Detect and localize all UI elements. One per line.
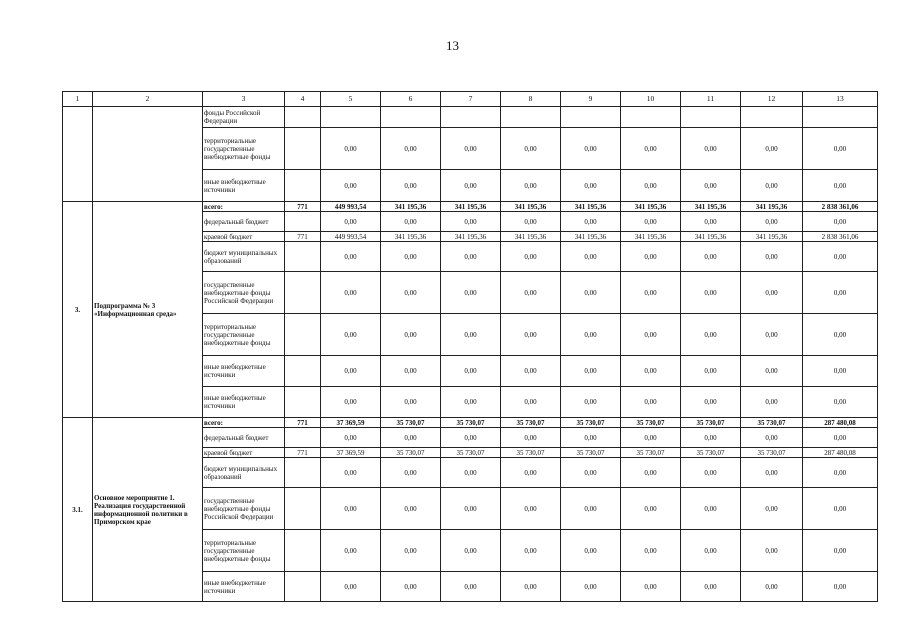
value-cell: 0,00 [381, 356, 441, 387]
value-cell: 341 195,36 [621, 232, 681, 242]
value-cell: 0,00 [501, 458, 561, 488]
value-cell: 0,00 [321, 572, 381, 602]
value-cell: 35 730,07 [441, 418, 501, 428]
table-row-total [63, 202, 878, 212]
value-cell: 35 730,07 [561, 448, 621, 458]
column-number-header: 7 [441, 92, 501, 107]
column-number-header: 4 [285, 92, 321, 107]
value-cell: 0,00 [803, 428, 878, 448]
value-cell: 0,00 [741, 272, 803, 314]
value-cell: 341 195,36 [441, 202, 501, 212]
value-cell [321, 107, 381, 128]
value-cell [381, 107, 441, 128]
value-cell: 0,00 [561, 242, 621, 272]
value-cell: 341 195,36 [501, 232, 561, 242]
value-cell: 0,00 [381, 272, 441, 314]
value-cell: 0,00 [681, 170, 741, 202]
column-number-header: 5 [321, 92, 381, 107]
value-cell: 0,00 [741, 356, 803, 387]
value-cell: 0,00 [321, 530, 381, 572]
value-cell: 0,00 [803, 314, 878, 356]
value-cell: 0,00 [561, 212, 621, 232]
code-cell [285, 572, 321, 602]
value-cell: 341 195,36 [381, 232, 441, 242]
value-cell: 0,00 [321, 272, 381, 314]
value-cell: 0,00 [501, 387, 561, 418]
funding-source-cell: краевой бюджет [203, 448, 285, 458]
value-cell: 0,00 [321, 356, 381, 387]
value-cell: 0,00 [681, 458, 741, 488]
value-cell: 0,00 [621, 242, 681, 272]
value-cell: 341 195,36 [501, 202, 561, 212]
value-cell: 0,00 [803, 387, 878, 418]
value-cell: 0,00 [501, 314, 561, 356]
value-cell: 0,00 [321, 428, 381, 448]
value-cell: 341 195,36 [621, 202, 681, 212]
value-cell [741, 107, 803, 128]
table-body [63, 107, 878, 602]
funding-source-cell: иные внебюджетные источники [203, 356, 285, 387]
value-cell: 0,00 [621, 458, 681, 488]
column-number-header: 10 [621, 92, 681, 107]
value-cell: 35 730,07 [621, 418, 681, 428]
value-cell: 0,00 [741, 428, 803, 448]
code-cell [285, 212, 321, 232]
code-cell [285, 458, 321, 488]
row-number-cell: 3.1. [63, 418, 93, 602]
value-cell: 0,00 [561, 572, 621, 602]
value-cell: 2 838 361,06 [803, 232, 878, 242]
value-cell: 2 838 361,06 [803, 202, 878, 212]
value-cell: 0,00 [741, 458, 803, 488]
value-cell: 0,00 [621, 356, 681, 387]
value-cell: 0,00 [381, 530, 441, 572]
value-cell: 0,00 [441, 128, 501, 170]
funding-source-cell: бюджет муниципальных образований [203, 458, 285, 488]
code-cell [285, 272, 321, 314]
value-cell: 35 730,07 [561, 418, 621, 428]
funding-source-cell: федеральный бюджет [203, 428, 285, 448]
code-cell [285, 314, 321, 356]
value-cell: 0,00 [803, 128, 878, 170]
value-cell [681, 107, 741, 128]
value-cell: 0,00 [803, 242, 878, 272]
value-cell: 0,00 [501, 170, 561, 202]
value-cell: 0,00 [741, 314, 803, 356]
code-cell: 771 [285, 202, 321, 212]
value-cell: 37 369,59 [321, 448, 381, 458]
column-number-header: 6 [381, 92, 441, 107]
value-cell: 0,00 [381, 212, 441, 232]
value-cell: 0,00 [741, 170, 803, 202]
value-cell: 0,00 [501, 428, 561, 448]
value-cell: 0,00 [501, 488, 561, 530]
value-cell [441, 107, 501, 128]
value-cell: 0,00 [441, 212, 501, 232]
value-cell: 0,00 [681, 314, 741, 356]
table-row-total [63, 418, 878, 428]
funding-source-cell: иные внебюджетные источники [203, 170, 285, 202]
value-cell: 0,00 [381, 314, 441, 356]
value-cell: 0,00 [803, 572, 878, 602]
value-cell: 35 730,07 [741, 448, 803, 458]
value-cell: 0,00 [621, 428, 681, 448]
value-cell: 0,00 [561, 530, 621, 572]
value-cell: 341 195,36 [741, 202, 803, 212]
value-cell: 0,00 [501, 530, 561, 572]
value-cell: 35 730,07 [501, 448, 561, 458]
funding-source-cell: государственные внебюджетные фонды Российской Федерации [203, 488, 285, 530]
value-cell: 0,00 [741, 212, 803, 232]
value-cell: 0,00 [681, 488, 741, 530]
value-cell: 0,00 [681, 356, 741, 387]
value-cell: 0,00 [741, 488, 803, 530]
value-cell: 0,00 [321, 314, 381, 356]
value-cell: 0,00 [501, 212, 561, 232]
value-cell: 0,00 [321, 242, 381, 272]
value-cell: 0,00 [681, 387, 741, 418]
value-cell: 341 195,36 [381, 202, 441, 212]
value-cell: 0,00 [621, 572, 681, 602]
value-cell: 0,00 [441, 488, 501, 530]
funding-source-cell: всего: [203, 202, 285, 212]
value-cell: 0,00 [681, 212, 741, 232]
value-cell [803, 107, 878, 128]
value-cell: 0,00 [321, 170, 381, 202]
value-cell: 449 993,54 [321, 232, 381, 242]
value-cell: 0,00 [381, 242, 441, 272]
value-cell: 0,00 [441, 458, 501, 488]
value-cell: 0,00 [561, 458, 621, 488]
value-cell [561, 107, 621, 128]
value-cell: 0,00 [803, 272, 878, 314]
value-cell: 341 195,36 [561, 232, 621, 242]
column-numbers-row [63, 92, 878, 107]
value-cell: 0,00 [803, 212, 878, 232]
code-cell [285, 428, 321, 448]
column-number-header: 2 [93, 92, 203, 107]
value-cell: 0,00 [381, 170, 441, 202]
value-cell: 0,00 [561, 488, 621, 530]
code-cell [285, 356, 321, 387]
value-cell: 0,00 [681, 272, 741, 314]
value-cell: 0,00 [561, 128, 621, 170]
table-row [63, 107, 878, 128]
value-cell: 0,00 [621, 387, 681, 418]
value-cell: 0,00 [681, 530, 741, 572]
value-cell: 0,00 [621, 170, 681, 202]
column-number-header: 3 [203, 92, 285, 107]
value-cell: 0,00 [381, 128, 441, 170]
value-cell: 0,00 [741, 530, 803, 572]
funding-source-cell: территориальные государственные внебюджетные фонды [203, 530, 285, 572]
value-cell: 0,00 [321, 458, 381, 488]
funding-source-cell: территориальные государственные внебюджетные фонды [203, 128, 285, 170]
value-cell: 341 195,36 [561, 202, 621, 212]
value-cell: 0,00 [441, 272, 501, 314]
value-cell: 35 730,07 [681, 448, 741, 458]
value-cell: 0,00 [441, 356, 501, 387]
value-cell: 35 730,07 [741, 418, 803, 428]
value-cell: 341 195,36 [681, 202, 741, 212]
value-cell: 0,00 [621, 314, 681, 356]
value-cell: 35 730,07 [621, 448, 681, 458]
value-cell: 0,00 [621, 212, 681, 232]
value-cell: 0,00 [561, 272, 621, 314]
value-cell: 0,00 [441, 572, 501, 602]
value-cell: 0,00 [321, 212, 381, 232]
value-cell: 0,00 [621, 488, 681, 530]
value-cell: 0,00 [381, 458, 441, 488]
value-cell: 0,00 [441, 170, 501, 202]
funding-source-cell: территориальные государственные внебюджетные фонды [203, 314, 285, 356]
row-number-cell: 3. [63, 202, 93, 418]
value-cell [621, 107, 681, 128]
program-name-cell [93, 107, 203, 202]
code-cell: 771 [285, 448, 321, 458]
value-cell: 0,00 [681, 572, 741, 602]
code-cell [285, 128, 321, 170]
value-cell: 0,00 [441, 242, 501, 272]
value-cell: 35 730,07 [381, 418, 441, 428]
column-number-header: 1 [63, 92, 93, 107]
column-number-header: 11 [681, 92, 741, 107]
value-cell: 0,00 [741, 387, 803, 418]
value-cell: 0,00 [741, 128, 803, 170]
column-number-header: 9 [561, 92, 621, 107]
page-number: 13 [446, 38, 459, 53]
row-number-cell [63, 107, 93, 202]
program-name-cell: Основное мероприятие 1. Реализация государственной информационной политики в Приморском крае [93, 418, 203, 602]
value-cell: 0,00 [561, 314, 621, 356]
value-cell: 0,00 [381, 488, 441, 530]
value-cell: 0,00 [561, 387, 621, 418]
value-cell: 35 730,07 [681, 418, 741, 428]
code-cell [285, 488, 321, 530]
value-cell: 0,00 [321, 387, 381, 418]
funding-source-cell: бюджет муниципальных образований [203, 242, 285, 272]
value-cell: 0,00 [803, 458, 878, 488]
value-cell: 0,00 [561, 428, 621, 448]
value-cell: 0,00 [501, 356, 561, 387]
value-cell [501, 107, 561, 128]
value-cell: 35 730,07 [501, 418, 561, 428]
funding-source-cell: фонды Российской Федерации [203, 107, 285, 128]
funding-source-cell: краевой бюджет [203, 232, 285, 242]
code-cell [285, 107, 321, 128]
value-cell: 341 195,36 [441, 232, 501, 242]
value-cell: 0,00 [621, 128, 681, 170]
value-cell: 0,00 [501, 272, 561, 314]
funding-source-cell: всего: [203, 418, 285, 428]
funding-source-cell: федеральный бюджет [203, 212, 285, 232]
value-cell: 0,00 [561, 356, 621, 387]
program-name-cell: Подпрограмма № 3 «Информационная среда» [93, 202, 203, 418]
value-cell: 0,00 [441, 428, 501, 448]
column-number-header: 13 [803, 92, 878, 107]
code-cell: 771 [285, 418, 321, 428]
value-cell: 35 730,07 [441, 448, 501, 458]
value-cell: 287 480,08 [803, 418, 878, 428]
value-cell: 0,00 [381, 428, 441, 448]
value-cell: 0,00 [441, 387, 501, 418]
value-cell: 0,00 [741, 572, 803, 602]
value-cell: 0,00 [441, 314, 501, 356]
value-cell: 0,00 [501, 128, 561, 170]
value-cell: 0,00 [803, 356, 878, 387]
value-cell: 0,00 [621, 272, 681, 314]
column-number-header: 8 [501, 92, 561, 107]
code-cell: 771 [285, 232, 321, 242]
value-cell: 0,00 [621, 530, 681, 572]
value-cell: 341 195,36 [741, 232, 803, 242]
code-cell [285, 530, 321, 572]
value-cell: 0,00 [441, 530, 501, 572]
code-cell [285, 387, 321, 418]
value-cell: 341 195,36 [681, 232, 741, 242]
value-cell: 37 369,59 [321, 418, 381, 428]
funding-source-cell: иные внебюджетные источники [203, 387, 285, 418]
value-cell: 0,00 [381, 572, 441, 602]
value-cell: 449 993,54 [321, 202, 381, 212]
value-cell: 0,00 [561, 170, 621, 202]
code-cell [285, 170, 321, 202]
value-cell: 0,00 [803, 488, 878, 530]
value-cell: 0,00 [681, 242, 741, 272]
value-cell: 0,00 [681, 128, 741, 170]
value-cell: 0,00 [501, 572, 561, 602]
value-cell: 287 480,08 [803, 448, 878, 458]
code-cell [285, 242, 321, 272]
value-cell: 0,00 [501, 242, 561, 272]
budget-table [62, 91, 878, 602]
value-cell: 0,00 [381, 387, 441, 418]
value-cell: 0,00 [321, 488, 381, 530]
funding-source-cell: государственные внебюджетные фонды Российской Федерации [203, 272, 285, 314]
value-cell: 0,00 [681, 428, 741, 448]
value-cell: 0,00 [803, 530, 878, 572]
value-cell: 0,00 [321, 128, 381, 170]
value-cell: 35 730,07 [381, 448, 441, 458]
column-number-header: 12 [741, 92, 803, 107]
funding-source-cell: иные внебюджетные источники [203, 572, 285, 602]
value-cell: 0,00 [741, 242, 803, 272]
value-cell: 0,00 [803, 170, 878, 202]
